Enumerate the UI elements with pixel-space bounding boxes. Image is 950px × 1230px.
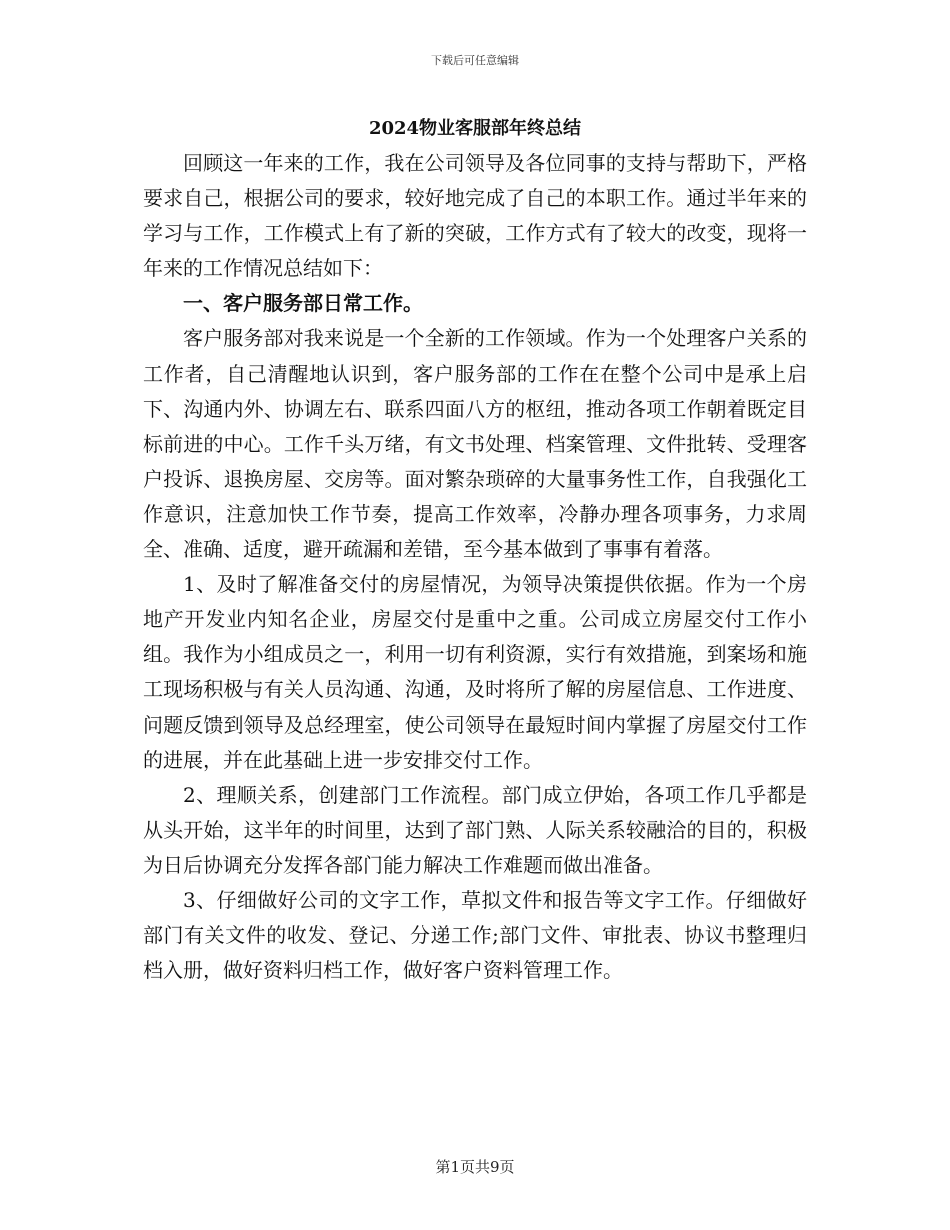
document-title: 2024物业客服部年终总结	[368, 118, 582, 139]
page-footer: 第1页共9页	[435, 1158, 515, 1176]
item-paragraph-1: 1、及时了解准备交付的房屋情况，为领导决策提供依据。作为一个房地产开发业内知名企业，房屋交付是重中之重。公司成立房屋交付工作小组。我作为小组成员之一，利用一切有利资源，实行有效措施，到案场和施工现场积极与有关人员沟通、沟通，及时将所了解的房屋信息、工作进度、问题反馈到领导及总经理室，使公司领导在最短时间内掌握了房屋交付工作的进展，并在此基础上进一步安排交付工作。	[143, 572, 807, 772]
section-heading: 一、客户服务部日常工作。	[183, 291, 423, 316]
document-body	[143, 146, 807, 988]
body-paragraph: 客户服务部对我来说是一个全新的工作领域。作为一个处理客户关系的工作者，自己清醒地认识到，客户服务部的工作在在整个公司中是承上启下、沟通内外、协调左右、联系四面八方的枢纽，推动各项工作朝着既定目标前进的中心。工作千头万绪，有文书处理、档案管理、文件批转、受理客户投诉、退换房屋、交房等。面对繁杂琐碎的大量事务性工作，自我强化工作意识，注意加快工作节奏，提高工作效率，冷静办理各项事务，力求周全、准确、适度，避开疏漏和差错，至今基本做到了事事有着落。	[143, 326, 807, 562]
item-paragraph-3: 3、仔细做好公司的文字工作，草拟文件和报告等文字工作。仔细做好部门有关文件的收发、登记、分递工作;部门文件、审批表、协议书整理归档入册，做好资料归档工作，做好客户资料管理工作。	[143, 887, 807, 983]
item-paragraph-2: 2、理顺关系，创建部门工作流程。部门成立伊始，各项工作几乎都是从头开始，这半年的时间里，达到了部门熟、人际关系较融洽的目的，积极为日后协调充分发挥各部门能力解决工作难题而做出准备。	[143, 782, 807, 877]
header-note: 下载后可任意编辑	[431, 54, 519, 67]
intro-paragraph: 回顾这一年来的工作，我在公司领导及各位同事的支持与帮助下，严格要求自己，根据公司的要求，较好地完成了自己的本职工作。通过半年来的学习与工作，工作模式上有了新的突破，工作方式有了较大的改变，现将一年来的工作情况总结如下：	[143, 151, 807, 281]
